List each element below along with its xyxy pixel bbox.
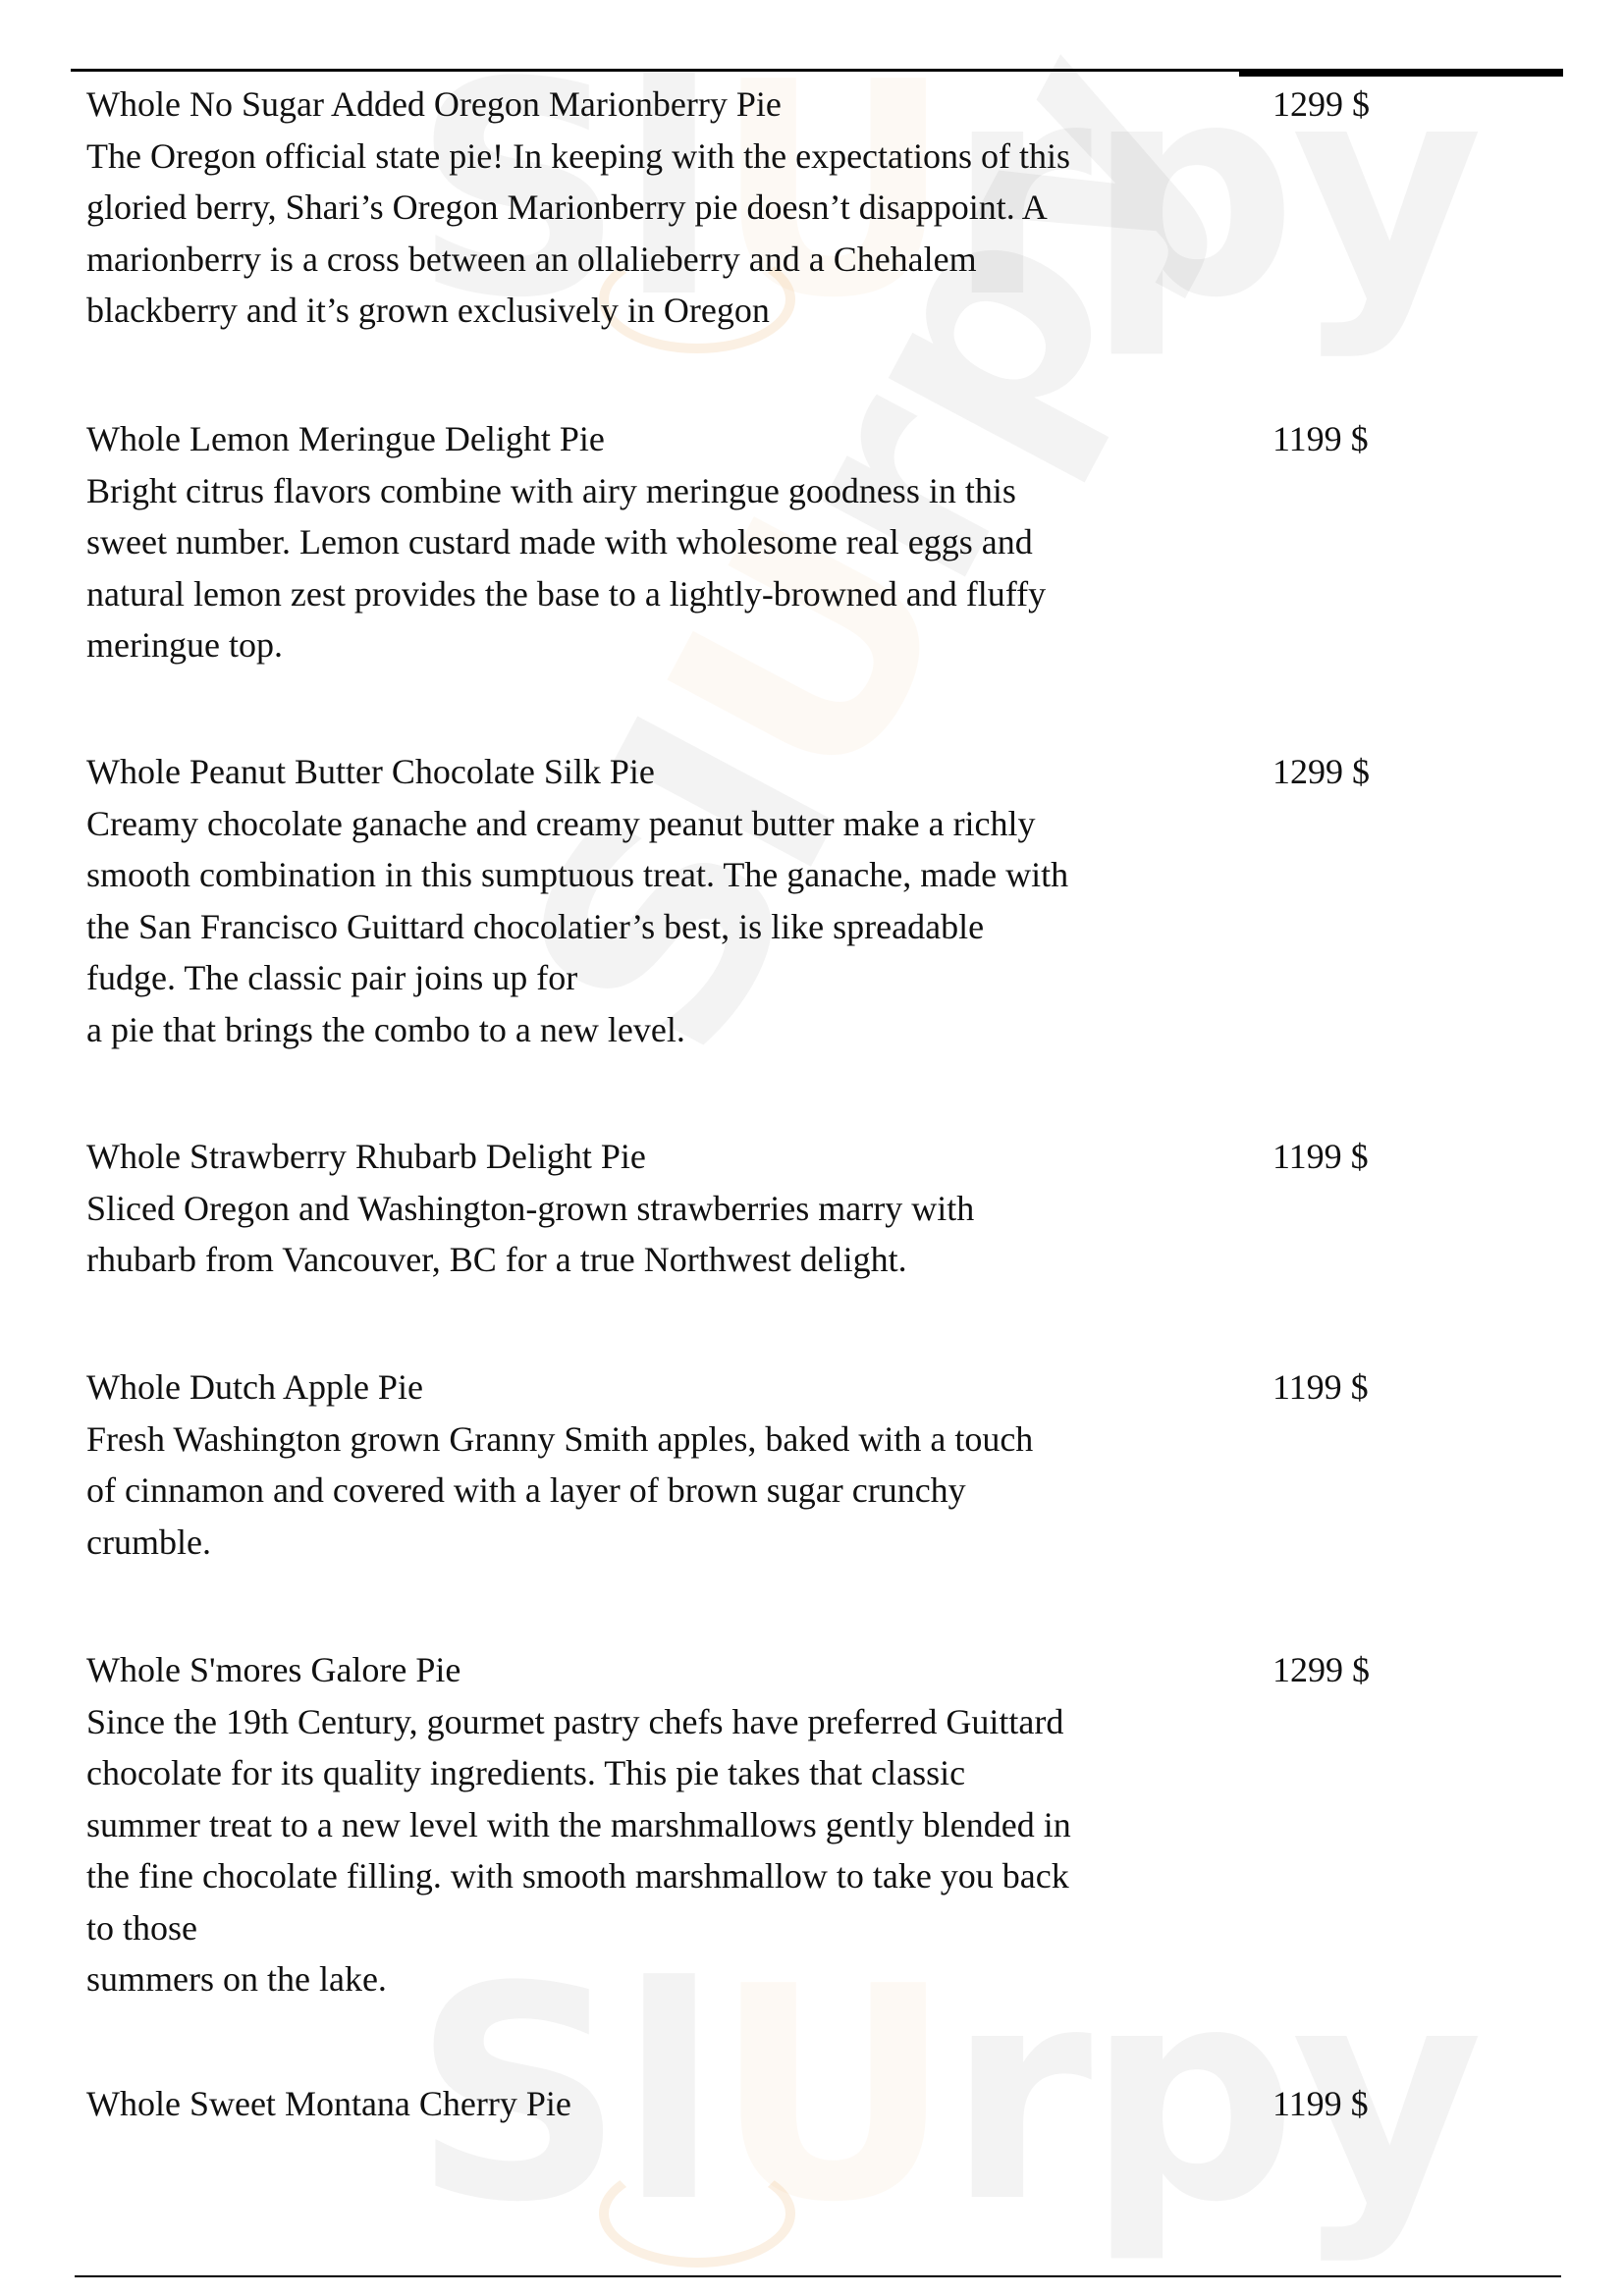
item-price: 1299 $ <box>1272 1650 1370 1689</box>
menu-item <box>86 1362 1369 1568</box>
menu-item <box>86 2078 1369 2130</box>
item-name: Whole Peanut Butter Chocolate Silk Pie <box>86 752 655 791</box>
item-name: Whole Lemon Meringue Delight Pie <box>86 419 605 458</box>
item-name: Whole Sweet Montana Cherry Pie <box>86 2084 571 2123</box>
item-description: Sliced Oregon and Washington-grown strawberries marry with rhubarb from Vancouver, BC for a true Northwest delight. <box>86 1188 975 1279</box>
item-name: Whole Dutch Apple Pie <box>86 1367 423 1407</box>
item-description: Fresh Washington grown Granny Smith apples, baked with a touch of cinnamon and covered with a layer of brown sugar crunchy crumble. <box>86 1418 1034 1562</box>
top-divider-thick <box>1239 69 1563 77</box>
item-name: Whole No Sugar Added Oregon Marionberry Pie <box>86 84 782 124</box>
item-description: The Oregon official state pie! In keeping with the expectations of this gloried berry, Shari’s Oregon Marionberry pie doesn’t disappoint. A marionberry is a cross between an ollalieberry and a Chehalem blackberry and it’s grown exclusively in Oregon <box>86 135 1071 330</box>
bottom-divider <box>75 2275 1561 2277</box>
watermark-swirl-icon <box>599 2160 795 2268</box>
item-price: 1299 $ <box>1272 752 1370 791</box>
item-description: Since the 19th Century, gourmet pastry chefs have preferred Guittard chocolate for its quality ingredients. This pie takes that classic summer treat to a new level with the marshmallows gently blended in the fine chocolate filling. with smooth marshmallow to take you back to those summers on the lake. <box>86 1701 1071 1999</box>
item-price: 1199 $ <box>1272 419 1369 458</box>
item-price: 1199 $ <box>1272 1137 1369 1176</box>
menu-item <box>86 1131 1369 1286</box>
item-name: Whole Strawberry Rhubarb Delight Pie <box>86 1137 646 1176</box>
item-price: 1199 $ <box>1272 1367 1369 1407</box>
item-description: Creamy chocolate ganache and creamy peanut butter make a richly smooth combination in this sumptuous treat. The ganache, made with the San Francisco Guittard chocolatier’s best, is like spreadable fudge. The classic pair joins up for a pie that brings the combo to a new level. <box>86 803 1069 1049</box>
menu-item <box>86 79 1370 337</box>
item-description: Bright citrus flavors combine with airy meringue goodness in this sweet number. Lemon custard made with wholesome real eggs and natural lemon zest provides the base to a lightly-browned and fluffy meringue top. <box>86 470 1047 665</box>
item-price: 1299 $ <box>1272 84 1370 124</box>
item-name: Whole S'mores Galore Pie <box>86 1650 461 1689</box>
menu-item <box>86 1644 1370 2005</box>
item-price: 1199 $ <box>1272 2084 1369 2123</box>
menu-item <box>86 746 1370 1055</box>
menu-item <box>86 413 1369 671</box>
